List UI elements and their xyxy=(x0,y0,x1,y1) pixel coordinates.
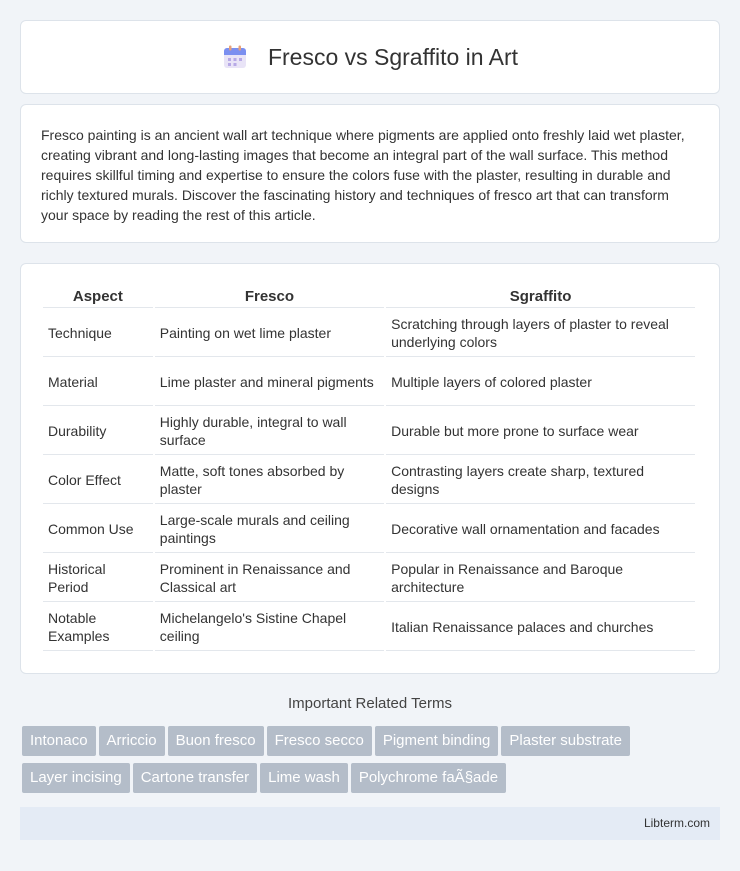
cell-aspect: Notable Examples xyxy=(43,604,153,651)
cell-fresco: Painting on wet lime plaster xyxy=(155,310,384,357)
table-header-row xyxy=(43,286,695,308)
cell-sgraffito: Multiple layers of colored plaster xyxy=(386,359,695,406)
cell-sgraffito: Popular in Renaissance and Baroque architecture xyxy=(386,555,695,602)
cell-aspect: Material xyxy=(43,359,153,406)
comparison-table xyxy=(41,284,697,653)
cell-aspect: Color Effect xyxy=(43,457,153,504)
tag-arriccio[interactable]: Arriccio xyxy=(99,726,165,756)
cell-fresco: Prominent in Renaissance and Classical art xyxy=(155,555,384,602)
cell-aspect: Historical Period xyxy=(43,555,153,602)
footer xyxy=(20,807,720,840)
intro-card xyxy=(20,104,720,243)
cell-fresco: Matte, soft tones absorbed by plaster xyxy=(155,457,384,504)
header-aspect: Aspect xyxy=(43,286,153,308)
page-title: Fresco vs Sgraffito in Art xyxy=(267,43,519,70)
calendar-icon xyxy=(222,44,248,70)
cell-sgraffito: Durable but more prone to surface wear xyxy=(386,408,695,455)
tag-buon-fresco[interactable]: Buon fresco xyxy=(168,726,264,756)
cell-sgraffito: Scratching through layers of plaster to reveal underlying colors xyxy=(386,310,695,357)
cell-sgraffito: Italian Renaissance palaces and churches xyxy=(386,604,695,651)
related-terms-title: Important Related Terms xyxy=(288,695,452,712)
title-card xyxy=(20,20,720,94)
cell-aspect: Durability xyxy=(43,408,153,455)
table-row xyxy=(43,310,695,357)
tag-cartone-transfer[interactable]: Cartone transfer xyxy=(133,763,257,793)
cell-sgraffito: Contrasting layers create sharp, textured designs xyxy=(386,457,695,504)
table-row xyxy=(43,408,695,455)
cell-aspect: Technique xyxy=(43,310,153,357)
tag-lime-wash[interactable]: Lime wash xyxy=(260,763,348,793)
table-row xyxy=(43,506,695,553)
intro-text: Fresco painting is an ancient wall art technique where pigments are applied onto freshly laid wet plaster, creating vibrant and long-lasting images that become an integral part of the wall surface. This method requires skillful timing and expertise to ensure the colors fuse with the plaster, resulting in durable and richly textured murals. Discover the fascinating history and techniques of fresco art that can transform your space by reading the rest of this article. xyxy=(41,127,685,223)
tag-fresco-secco[interactable]: Fresco secco xyxy=(267,726,372,756)
footer-site-link[interactable]: Libterm.com xyxy=(643,816,710,830)
table-row xyxy=(43,457,695,504)
table-row xyxy=(43,604,695,651)
cell-aspect: Common Use xyxy=(43,506,153,553)
tag-plaster-substrate[interactable]: Plaster substrate xyxy=(501,726,630,756)
related-terms-list xyxy=(22,726,722,800)
cell-fresco: Lime plaster and mineral pigments xyxy=(155,359,384,406)
tag-pigment-binding[interactable]: Pigment binding xyxy=(375,726,499,756)
table-row xyxy=(43,555,695,602)
tag-layer-incising[interactable]: Layer incising xyxy=(22,763,130,793)
cell-sgraffito: Decorative wall ornamentation and facades xyxy=(386,506,695,553)
cell-fresco: Large-scale murals and ceiling paintings xyxy=(155,506,384,553)
comparison-card xyxy=(20,263,720,674)
header-fresco: Fresco xyxy=(155,286,384,308)
tag-polychrome-facade[interactable]: Polychrome faÃ§ade xyxy=(351,763,506,793)
tag-intonaco[interactable]: Intonaco xyxy=(22,726,96,756)
cell-fresco: Highly durable, integral to wall surface xyxy=(155,408,384,455)
table-row xyxy=(43,359,695,406)
cell-fresco: Michelangelo's Sistine Chapel ceiling xyxy=(155,604,384,651)
header-sgraffito: Sgraffito xyxy=(386,286,695,308)
